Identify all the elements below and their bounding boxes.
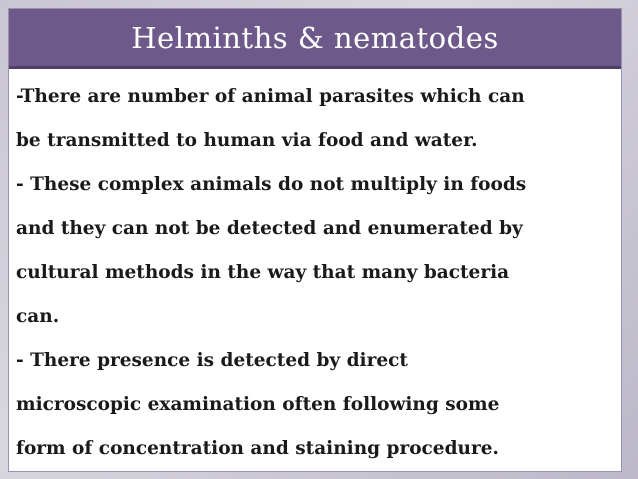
body-line: can. <box>16 306 60 327</box>
body-line: microscopic examination often following some <box>16 394 500 415</box>
body-line: form of concentration and staining procedure. <box>16 438 499 459</box>
body-line: -There are number of animal parasites which can <box>16 86 525 107</box>
body-line: - There presence is detected by direct <box>16 350 408 371</box>
slide-title: Helminths & nematodes <box>131 20 499 55</box>
body-line: - These complex animals do not multiply in foods <box>16 174 527 195</box>
title-bar <box>9 9 621 69</box>
body-line: cultural methods in the way that many bacteria <box>16 262 510 283</box>
body-line: and they can not be detected and enumerated by <box>16 218 523 239</box>
body-line: be transmitted to human via food and water. <box>16 130 478 151</box>
slide-body <box>16 75 616 471</box>
slide-frame <box>8 8 622 472</box>
